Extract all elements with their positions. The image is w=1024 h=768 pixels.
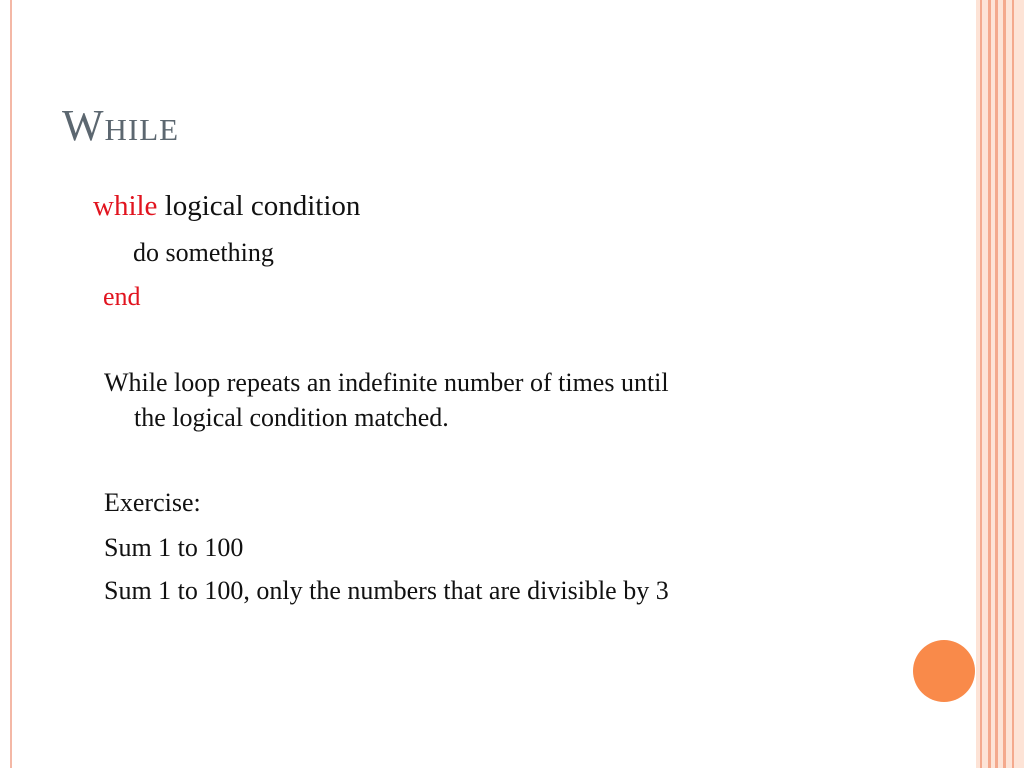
stripe <box>995 0 998 768</box>
end-keyword: end <box>103 282 141 311</box>
stripe <box>1003 0 1006 768</box>
description-line-2: the logical condition matched. <box>134 403 449 432</box>
left-border-line <box>10 0 12 768</box>
decorative-circle <box>913 640 975 702</box>
exercise-item-1: Sum 1 to 100 <box>104 533 244 562</box>
right-decorative-stripes <box>976 0 1024 768</box>
exercise-heading: Exercise: <box>104 488 201 517</box>
description-line-1: While loop repeats an indefinite number of times until <box>104 368 669 397</box>
exercise-item-2: Sum 1 to 100, only the numbers that are divisible by 3 <box>104 576 669 605</box>
stripe <box>988 0 991 768</box>
condition-text: logical condition <box>164 190 361 222</box>
slide-title: While <box>62 101 180 150</box>
stripe <box>1012 0 1014 768</box>
syntax-body-line: do something <box>133 238 274 267</box>
while-keyword: while <box>93 190 158 222</box>
stripe <box>980 0 982 768</box>
syntax-while-line <box>93 192 360 221</box>
